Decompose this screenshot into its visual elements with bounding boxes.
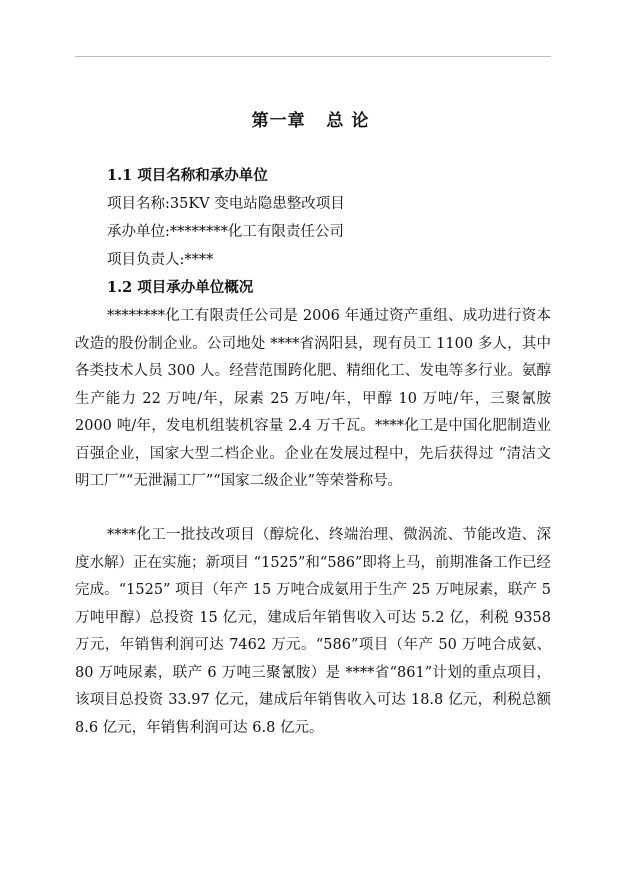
project-status-paragraph: ****化工一批技改项目（醇烷化、终端治理、微涡流、节能改造、深度水解）正在实施；新项目 “1525”和“586”即将上马，前期准备工作已经完成。“1525” 项目（年产 15 万吨合成氨用于生产 25 万吨尿素，联产 5 万吨甲醇）总投资 15 亿元，建成后年销售收入可达 5.2 亿，利税 9358 万元，年销售利润可达 7462 万元。“586”项目（年产 50 万吨合成氨、80 万吨尿素，联产 6 万吨三聚氰胺）是 ****省“861”计划的重点项目，该项目总投资 33.97 亿元，建成后年销售收入可达 18.8 亿元，利税总额 8.6 亿元，年销售利润可达 6.8 亿元。 bbox=[75, 527, 551, 736]
undertaker-line: 承办单位:********化工有限责任公司 bbox=[107, 224, 344, 240]
project-name-line: 项目名称:35KV 变电站隐患整改项目 bbox=[107, 196, 345, 212]
chapter-title: 第一章 总 论 bbox=[251, 111, 370, 131]
company-overview-paragraph: ********化工有限责任公司是 2006 年通过资产重组、成功进行资本改造的股份制企业。公司地处 ****省涡阳县，现有员工 1100 多人，其中各类技术人员 300 人。经营范围跨化肥、精细化工、发电等多行业。氨醇生产能力 22 万吨/年，尿素 25 万吨/年，甲醇 10 万吨/年，三聚氰胺 2000 吨/年，发电机组装机容量 2.4 万千瓦。****化工是中国化肥制造业百强企业，国家大型二档企业。企业在发展过程中，先后获得过 “清洁文明工厂”“无泄漏工厂”“国家二级企业”等荣誉称号。 bbox=[75, 308, 551, 489]
section-heading-1-1: 1.1 项目名称和承办单位 bbox=[107, 167, 268, 184]
section-heading-1-2: 1.2 项目承办单位概况 bbox=[107, 279, 254, 296]
header-rule bbox=[75, 56, 551, 57]
person-in-charge-line: 项目负责人:**** bbox=[107, 252, 214, 268]
